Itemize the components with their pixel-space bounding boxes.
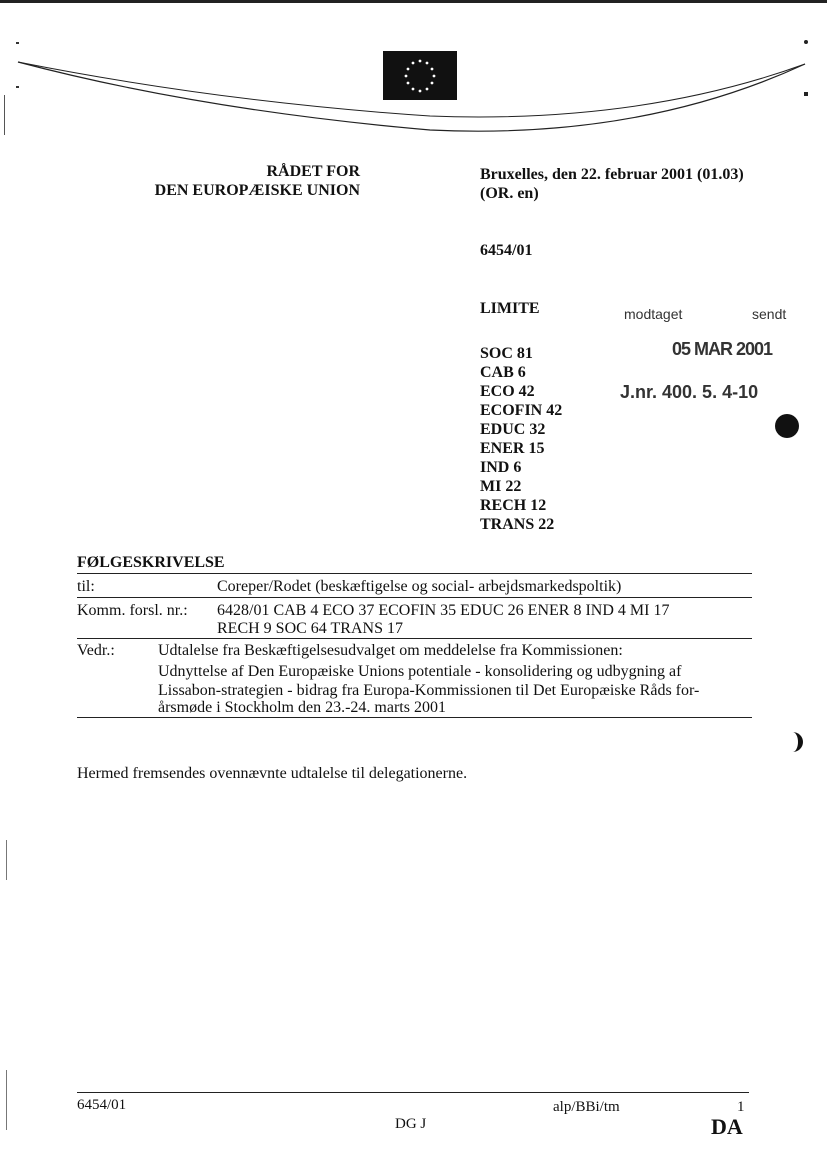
stamp-sent: sendt [752,306,787,322]
to-label: til: [77,578,95,595]
document-number: 6454/01 [480,242,533,259]
code-item: IND 6 [480,459,522,476]
scan-edge-line [6,1070,7,1130]
code-item: ECO 42 [480,383,535,400]
scan-dot [804,40,808,44]
stamp-received: modtaget [624,306,683,322]
footer-doc-number: 6454/01 [77,1097,127,1113]
scan-dot [16,42,19,44]
council-name-line2: DEN EUROPÆISKE UNION [154,182,360,199]
subject-label: Vedr.: [77,642,115,659]
top-border [0,0,827,3]
subject-line1: Udtalelse fra Beskæftigelsesudvalget om meddelelse fra Kommissionen: [158,642,623,659]
original-language: (OR. en) [480,185,539,202]
scan-dot [804,92,808,96]
footer-initials: alp/BBi/tm [553,1099,620,1115]
body-text: Hermed fremsendes ovennævnte udtalelse til delegationerne. [77,765,468,782]
punch-hole [775,414,799,438]
council-name-line1: RÅDET FOR [266,163,360,180]
subject-line4: årsmøde i Stockholm den 23.-24. marts 2001 [158,699,446,716]
eu-flag-logo [383,51,457,100]
subject-line2: Udnyttelse af Den Europæiske Unions potentiale - konsolidering og udbygning af [158,663,682,680]
rule-ref [77,638,752,639]
ref-label: Komm. forsl. nr.: [77,602,188,619]
footer-language: DA [711,1114,743,1139]
footer-page-number: 1 [737,1099,745,1115]
subject-line3: Lissabon-strategien - bidrag fra Europa-Kommissionen til Det Europæiske Råds for- [158,682,700,699]
code-item: MI 22 [480,478,522,495]
code-item: EDUC 32 [480,421,546,438]
rule-to [77,597,752,598]
scan-dot [16,86,19,88]
rule-bottom [77,717,752,718]
ref-line2: RECH 9 SOC 64 TRANS 17 [217,620,403,637]
date-line: Bruxelles, den 22. februar 2001 (01.03) [480,166,744,183]
footer-dg: DG J [395,1116,427,1132]
margin-mark [782,732,803,752]
code-item: RECH 12 [480,497,547,514]
code-item: TRANS 22 [480,516,555,533]
ref-line1: 6428/01 CAB 4 ECO 37 ECOFIN 35 EDUC 26 ENER 8 IND 4 MI 17 [217,602,670,619]
stamp-date: 05 MAR 2001 [672,339,773,359]
cover-note-title: FØLGESKRIVELSE [77,554,225,571]
code-item: CAB 6 [480,364,526,381]
to-value: Coreper/Rodet (beskæftigelse og social- arbejdsmarkedspoltik) [217,578,622,595]
rule-top [77,573,752,574]
code-item: ENER 15 [480,440,545,457]
scan-edge-line [4,95,5,135]
footer-rule [77,1092,749,1093]
classification: LIMITE [480,300,540,317]
codes-list [480,344,562,534]
code-item: ECOFIN 42 [480,402,563,419]
scan-edge-line [6,840,7,880]
code-item: SOC 81 [480,345,533,362]
stamp-journal-number: J.nr. 400. 5. 4-10 [620,382,759,402]
